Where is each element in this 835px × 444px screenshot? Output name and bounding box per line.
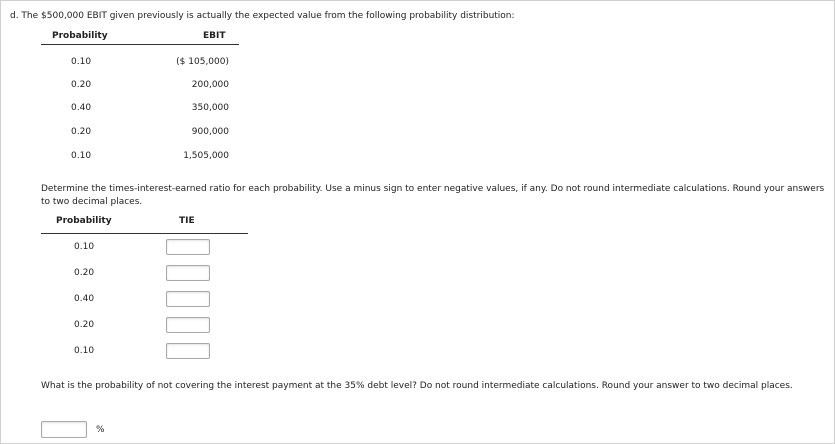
tie-input[interactable] xyxy=(166,317,210,333)
table1-probability-cell: 0.40 xyxy=(71,103,92,113)
table2-header-probability: Probability xyxy=(56,216,112,226)
table1-probability-cell: 0.10 xyxy=(71,151,92,161)
table2-header-tie: TIE xyxy=(179,216,195,226)
table1-ebit-cell: 900,000 xyxy=(191,127,229,137)
instructions-text: Determine the times-interest-earned ratio for each probability. Use a minus sign to enter negative values, if any. Do not round intermediate calculations. Round your answers to two decimal places. xyxy=(41,184,825,207)
table1-header-probability: Probability xyxy=(52,31,108,41)
question-text: What is the probability of not covering the interest payment at the 35% debt level? Do not round intermediate calculations. Round your answer to two decimal places. xyxy=(41,381,793,391)
table2-probability-cell: 0.40 xyxy=(74,294,95,304)
table1-header-ebit: EBIT xyxy=(203,31,226,41)
table2-probability-cell: 0.20 xyxy=(74,268,95,278)
tie-input[interactable] xyxy=(166,239,210,255)
intro-text: d. The $500,000 EBIT given previously is actually the expected value from the following probability distribution: xyxy=(10,11,515,21)
table1-ebit-cell: 200,000 xyxy=(191,80,229,90)
table2-probability-cell: 0.10 xyxy=(74,242,95,252)
table1-probability-cell: 0.20 xyxy=(71,80,92,90)
tie-input[interactable] xyxy=(166,265,210,281)
table2-probability-cell: 0.20 xyxy=(74,320,95,330)
table2-header-rule xyxy=(41,233,248,234)
table1-ebit-cell: ($ 105,000) xyxy=(176,57,229,67)
percent-unit-label: % xyxy=(96,425,105,435)
table2-probability-cell: 0.10 xyxy=(74,346,95,356)
probability-answer-input[interactable] xyxy=(41,421,87,438)
tie-input[interactable] xyxy=(166,291,210,307)
table1-ebit-cell: 1,505,000 xyxy=(183,151,229,161)
table1-header-rule xyxy=(41,44,239,45)
table1-ebit-cell: 350,000 xyxy=(191,103,229,113)
table1-probability-cell: 0.10 xyxy=(71,57,92,67)
tie-input[interactable] xyxy=(166,343,210,359)
table1-probability-cell: 0.20 xyxy=(71,127,92,137)
